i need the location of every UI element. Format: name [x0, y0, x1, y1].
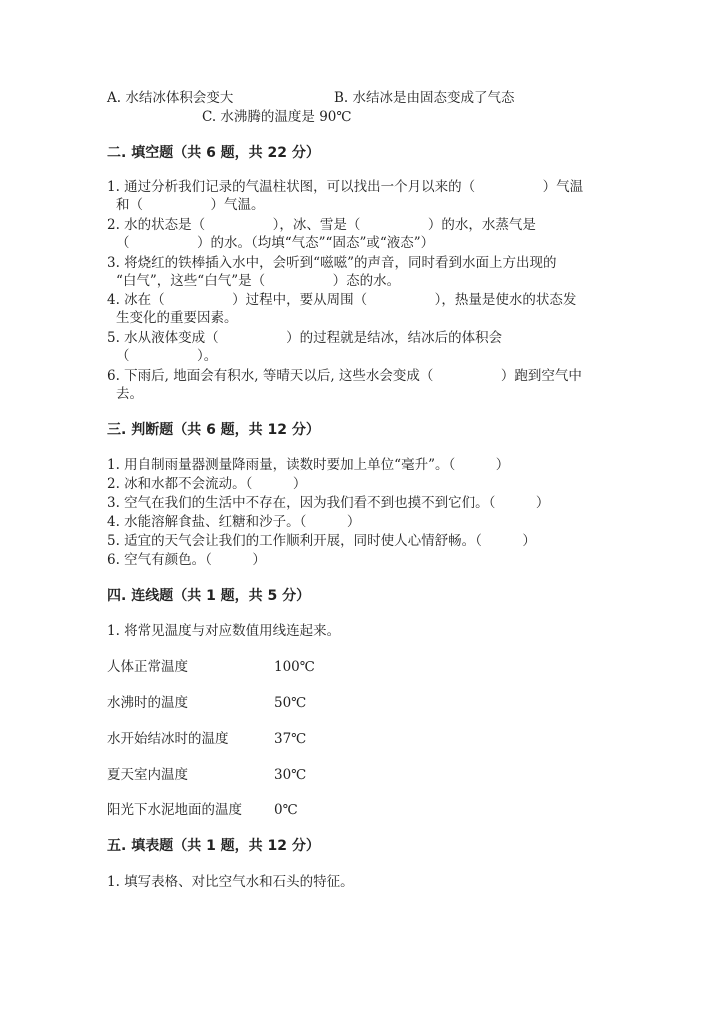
section-2-line: 1. 通过分析我们记录的气温柱状图，可以找出一个月以来的（ ）气温 [107, 179, 584, 195]
match-right-item: 0℃ [274, 802, 298, 818]
section-5-title: 五. 填表题（共 1 题，共 12 分） [107, 838, 320, 854]
section-3-line: 6. 空气有颜色。（ ） [107, 552, 266, 568]
section-2-line: 5. 水从液体变成（ ）的过程就是结冰，结冰后的体积会 [107, 330, 503, 346]
option-b: B. 水结冰是由固态变成了气态 [334, 90, 515, 106]
match-right-item: 50℃ [274, 695, 307, 711]
section-2-line: 3. 将烧红的铁棒插入水中，会听到“嗞嗞”的声音，同时看到水面上方出现的 [107, 255, 557, 271]
section-2-line: （ ）。 [116, 348, 218, 364]
section-4-title: 四. 连线题（共 1 题，共 5 分） [107, 588, 311, 604]
section-3-line: 2. 冰和水都不会流动。（ ） [107, 476, 307, 492]
match-left-item: 水沸时的温度 [107, 695, 188, 711]
section-2-line: 2. 水的状态是（ ），冰、雪是（ ）的水，水蒸气是 [107, 217, 536, 233]
match-left-item: 夏天室内温度 [107, 767, 188, 783]
section-3-line: 4. 水能溶解食盐、红糖和沙子。（ ） [107, 514, 361, 530]
section-3-title: 三. 判断题（共 6 题，共 12 分） [107, 422, 320, 438]
section-3-line: 3. 空气在我们的生活中不存在，因为我们看不到也摸不到它们。（ ） [107, 495, 550, 511]
section-2-title: 二. 填空题（共 6 题，共 22 分） [107, 145, 320, 161]
match-left-item: 水开始结冰时的温度 [107, 731, 229, 747]
option-a: A. 水结冰体积会变大 [107, 90, 234, 106]
match-left-item: 阳光下水泥地面的温度 [107, 802, 242, 818]
option-c: C. 水沸腾的温度是 90℃ [202, 109, 352, 125]
section-2-line: “白气”，这些“白气”是（ ）态的水。 [116, 273, 401, 289]
section-5-prompt: 1. 填写表格、对比空气水和石头的特征。 [107, 874, 354, 890]
section-4-prompt: 1. 将常见温度与对应数值用线连起来。 [107, 623, 341, 639]
match-right-item: 37℃ [274, 731, 307, 747]
match-left-item: 人体正常温度 [107, 659, 188, 675]
section-3-line: 1. 用自制雨量器测量降雨量，读数时要加上单位“毫升”。（ ） [107, 457, 510, 473]
section-2-line: 去。 [116, 386, 143, 402]
section-2-line: （ ）的水。（均填“气态”“固态”或“液态”） [116, 235, 435, 251]
section-3-line: 5. 适宜的天气会让我们的工作顺利开展，同时使人心情舒畅。（ ） [107, 533, 536, 549]
section-2-line: 生变化的重要因素。 [116, 310, 238, 326]
section-2-line: 6. 下雨后, 地面会有积水, 等晴天以后, 这些水会变成（ ）跑到空气中 [107, 368, 582, 384]
match-right-item: 100℃ [274, 659, 315, 675]
section-2-line: 和（ ）气温。 [116, 197, 265, 213]
match-right-item: 30℃ [274, 767, 307, 783]
section-2-line: 4. 冰在（ ）过程中，要从周围（ ），热量是使水的状态发 [107, 292, 577, 308]
